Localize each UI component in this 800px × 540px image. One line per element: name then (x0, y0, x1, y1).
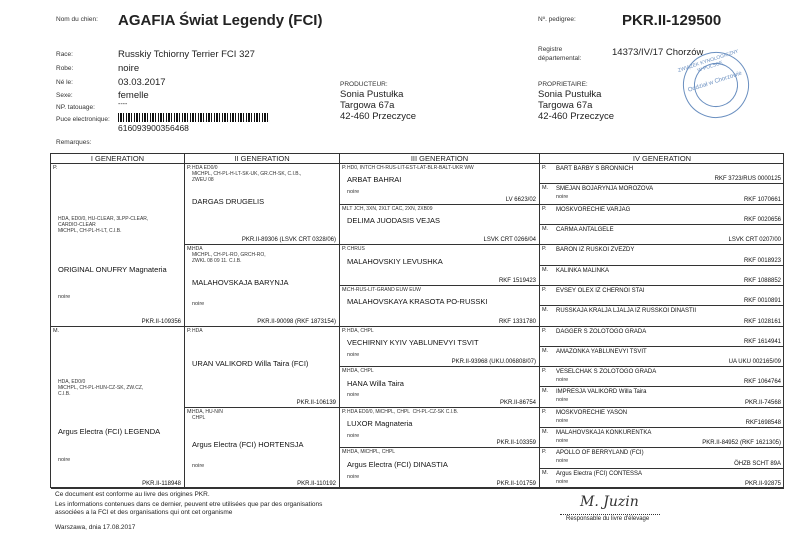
ancestor-registration: RKF 1614941 (743, 338, 781, 345)
ancestor-titles: HDA (192, 327, 203, 334)
ancestor-registration: PKR.II-103359 (496, 440, 536, 447)
footer-line-1: Ce document est conforme au livre des origines PKR. (55, 491, 210, 498)
ancestor-sex: M. (342, 449, 349, 456)
ancestor-color: noire (58, 456, 71, 463)
gen-header-4: IV GENERATION (540, 154, 784, 164)
ancestor-sex: P. (542, 286, 547, 293)
ancestor-sex: M. (542, 388, 549, 395)
ancestor-name: EVSEY OLEX IZ CHERNOI STAI (556, 287, 645, 294)
ancestor-sex: M. (187, 246, 194, 253)
ancestor-color: noire (556, 438, 569, 445)
ancestor-registration: RKF 1064764 (743, 379, 781, 386)
ancestor-sex: P. (342, 246, 347, 253)
ancestor-registration: PKR.II-92875 (744, 481, 781, 487)
gen3-ancestor (340, 408, 540, 449)
ancestor-name: MOSKVORECHIE YASON (556, 409, 628, 416)
ancestor-registration: RKF 1088852 (743, 277, 781, 284)
gen3-ancestor (340, 327, 540, 368)
ancestor-titles: HDA, CHPL (347, 368, 374, 375)
ancestor-sex: P. (542, 449, 547, 456)
ancestor-titles: HDA MłCHPL, CH-PL-RO, GRCH-RO, ZWKL 08 09 11. C.I.B. (192, 246, 266, 265)
gen4-ancestor (540, 327, 784, 347)
ancestor-name: BART BARBY S BRONNICH (556, 166, 634, 172)
ancestor-name: MALAHOVSKAJA BARYNJA (192, 277, 289, 287)
ancestor-sex: M. (542, 225, 549, 232)
stamp-text: ZWIĄZEK KYNOLOGICZNY W POLSCE (677, 48, 740, 74)
producer-label: PRODUCTEUR: (340, 81, 388, 88)
gen3-ancestor (340, 367, 540, 408)
ancestor-name: VECHIRNIY KYIV YABLUNEVYI TSVIT (347, 337, 479, 347)
ancestor-titles: HDA, ED0/0, HU-CLEAR, 3LPP-CLEAR, CARDIO-CLEAR MłCHPL, CH-PL-H-LT, C.I.B. (58, 216, 149, 234)
ancestor-name: Argus Electra (FCI) HORTENSJA (192, 440, 304, 450)
ancestor-sex: P. (53, 165, 58, 171)
ancestor-color: noire (58, 294, 71, 300)
register-label-2: départemental: (538, 55, 582, 62)
ancestor-titles: HDA ED0/0 MłCHPL, CH-PL-H-LT-SK-UK, GR.CH-SK, C.I.B., ZWEU 08 (192, 165, 302, 183)
ancestor-name: VESELCHAK S ZOLOTOGO GRADA (556, 369, 657, 376)
ancestor-color: noire (347, 432, 360, 439)
ancestor-titles: HDA, HU-N/N CHPL (192, 408, 223, 421)
ancestor-sex: M. (342, 368, 349, 375)
ancestor-sex: M. (187, 408, 194, 415)
gen4-ancestor (540, 387, 784, 407)
ancestor-name: URAN VALIKORD Willa Taira (FCI) (192, 359, 309, 368)
remarks-label: Remarques: (56, 139, 92, 146)
pedigree-table (50, 153, 784, 488)
ancestor-registration: RKF 1070661 (743, 196, 781, 203)
gen2-ancestor (185, 245, 340, 326)
ancestor-registration: PKR.II-93968 (UKU.006808/07) (451, 359, 536, 366)
owner-street: Targowa 67a (538, 100, 593, 111)
ancestor-registration: RKF1698548 (745, 420, 781, 427)
gen4-ancestor (540, 367, 784, 387)
ancestor-titles: HDA, ED0/0 MłCHPL, CH-PL-HUN-CZ-SK, ZW.CZ, C.I.B. (58, 378, 144, 397)
ancestor-color: noire (347, 473, 360, 480)
ancestor-name: KALINKA MALINKA (556, 267, 610, 274)
tattoo-value: ---- (118, 101, 128, 108)
sex-value: femelle (118, 90, 149, 101)
ancestor-sex: P. (542, 246, 547, 253)
ancestor-name: CARMA ANTALGELE (556, 226, 614, 233)
ancestor-registration: PKR.II-106139 (296, 399, 336, 406)
ancestor-sex: P. (542, 205, 547, 212)
ancestor-name: DELIMA JUODASIS VEJAS (347, 216, 440, 225)
chip-value: 616093900356468 (118, 123, 189, 133)
chip-barcode (118, 113, 268, 122)
born-label: Né le: (56, 79, 73, 86)
gen4-ancestor (540, 164, 784, 184)
signature-line (560, 514, 660, 515)
producer-street: Targowa 67a (340, 100, 395, 111)
ancestor-name: Argus Electra (FCI) LEGENDA (58, 427, 161, 437)
ancestor-titles: HDA, MłCHPL, CHPL (347, 449, 396, 456)
ancestor-color: noire (192, 463, 205, 469)
ancestor-titles: CH-RUS-LIT-GRAND EUW EUW (347, 286, 421, 293)
ancestor-registration: UA UKU 002165/09 (728, 359, 781, 366)
stamp-center: Oddział w Chorzowie (687, 70, 743, 94)
gen4-ancestor (540, 448, 784, 468)
gen-header-1: I GENERATION (51, 154, 185, 164)
ancestor-titles: HD0, INTCH CH-RUS-LIT-EST-LAT-BLR-BALT-UKR WW (347, 165, 474, 171)
tattoo-label: NP. tatouage: (56, 104, 95, 111)
owner-name: Sonia Pustułka (538, 89, 602, 100)
ancestor-name: RUSSKAJA KRALJA LJALJA IZ RUSSKOI DINASTII (556, 308, 697, 315)
ancestor-registration: PKR.II-109356 (141, 318, 181, 325)
gen3-ancestor (340, 205, 540, 246)
chip-label: Puce electronique: (56, 116, 110, 123)
ancestor-sex: M. (542, 307, 549, 314)
gen4-ancestor (540, 205, 784, 225)
ancestor-name: SMEJAN BOJARYNJA MOROZOVA (556, 186, 654, 193)
gen4-ancestor (540, 286, 784, 306)
ancestor-name: ARBAT BAHRAI (347, 175, 402, 185)
gen4-ancestor (540, 408, 784, 428)
robe-value: noire (118, 63, 140, 74)
ancestor-color: noire (556, 458, 569, 465)
ancestor-sex: M. (542, 469, 549, 476)
ancestor-registration: PKR.II-84952 (RKF 1621305) (702, 440, 781, 447)
sex-label: Sexe: (56, 92, 73, 99)
place-date: Warszawa, dnia 17.08.2017 (55, 524, 136, 531)
ancestor-name: HANA Willa Taira (347, 378, 404, 388)
ancestor-color: noire (556, 377, 569, 384)
producer-city: 42-460 Przeczyce (340, 111, 417, 122)
race-label: Race: (56, 51, 73, 58)
gen4-ancestor (540, 184, 784, 204)
gen2-ancestor (185, 164, 340, 245)
ancestor-sex: P. (342, 408, 347, 415)
gen2-ancestor (185, 327, 340, 408)
gen4-ancestor (540, 469, 784, 489)
ancestor-registration: RKF 1028161 (743, 318, 781, 325)
ancestor-name: AMAZONKA YABLUNEVYI TSVIT (556, 348, 647, 355)
footer-line-3: associées a la FCI et des organisations qui ont cet organisme (55, 509, 233, 516)
gen3-ancestor (340, 448, 540, 489)
ancestor-color: noire (192, 300, 205, 307)
signature: M. Juzin (580, 494, 639, 510)
ancestor-sex: P. (187, 165, 192, 171)
ancestor-sex: P. (187, 327, 192, 334)
ancestor-registration: RKF 3723/RUS 0000125 (714, 176, 781, 183)
gen3-ancestor (340, 245, 540, 286)
ancestor-name: Argus Electra (FCI) DINASTIA (347, 459, 448, 469)
ancestor-sex: P. (542, 165, 547, 171)
ancestor-sex: P. (542, 327, 547, 334)
gen-header-3: III GENERATION (340, 154, 540, 164)
gen4-ancestor (540, 225, 784, 245)
ancestor-sex: M. (542, 347, 549, 354)
gen4-ancestor (540, 245, 784, 265)
ancestor-color: noire (556, 397, 569, 404)
ancestor-titles: HDA, CHPL (347, 327, 374, 334)
robe-label: Robe: (56, 65, 74, 72)
register-value: 14373/IV/17 Chorzów (612, 47, 704, 58)
ancestor-registration: RKF 0020656 (743, 216, 781, 223)
ancestor-name: IMPRESJA VALIKORD Willa Taira (556, 389, 647, 396)
ancestor-registration: PKR.II-74568 (744, 399, 781, 406)
ancestor-sex: M. (342, 286, 349, 293)
ancestor-sex: M. (542, 429, 549, 436)
ancestor-name: MALAHOVSKIY LEVUSHKA (347, 256, 443, 266)
ancestor-color: noire (347, 351, 360, 358)
ancestor-registration: PKR.II-110192 (297, 481, 336, 487)
ancestor-name: MALAHOVSKAYA KRASOTA PO-RUSSKI (347, 297, 488, 307)
footer-line-2: Les informations contenues dans ce dernier, peuvent etre utilisées que par des organisations (55, 501, 323, 508)
born-value: 03.03.2017 (118, 77, 166, 88)
owner-label: PROPRIETAIRE: (538, 81, 588, 88)
ancestor-registration: LV 6623/02 (505, 196, 536, 203)
ancestor-sex: P. (342, 327, 347, 334)
gen4-ancestor (540, 347, 784, 367)
dog-name-label: Nom du chien: (56, 16, 98, 23)
gen4-ancestor (540, 266, 784, 286)
dog-name: AGAFIA Świat Legendy (FCI) (118, 12, 323, 29)
gen3-ancestor (340, 286, 540, 327)
ancestor-name: DAGGER S ZOLOTOGO GRADA (556, 328, 647, 335)
ancestor-color: noire (556, 417, 569, 424)
gen4-ancestor (540, 428, 784, 448)
gen1-ancestor (51, 164, 185, 327)
ancestor-registration: PKR.II-86754 (499, 399, 536, 406)
signature-label: Responsable du livre d'élevage (566, 516, 650, 522)
ancestor-registration: LSVK CRT 0266/04 (483, 237, 536, 244)
ancestor-name: BARON IZ RUSKOI ZVEZDY (556, 247, 635, 254)
pedigree-no-label: Nº. pedigree: (538, 16, 576, 23)
gen4-ancestor (540, 306, 784, 326)
ancestor-name: MOSKVORECHIE VARJAG (556, 206, 631, 213)
ancestor-registration: RKF 1519423 (498, 277, 536, 284)
producer-name: Sonia Pustułka (340, 89, 404, 100)
ancestor-registration: PKR.II-90098 (RKF 1873154) (257, 318, 336, 325)
ancestor-sex: M. (53, 327, 60, 334)
ancestor-sex: M. (342, 205, 349, 212)
ancestor-registration: PKR.II-89306 (LSVK CRT 0328/06) (241, 237, 336, 244)
ancestor-registration: LSVK CRT 0207/00 (728, 237, 781, 244)
ancestor-color: noire (556, 478, 569, 485)
ancestor-sex: P. (342, 165, 347, 171)
ancestor-registration: RKF 1331780 (498, 318, 536, 325)
ancestor-color: noire (556, 194, 569, 201)
gen1-ancestor (51, 327, 185, 490)
ancestor-color: noire (347, 189, 360, 196)
gen2-ancestor (185, 408, 340, 489)
ancestor-name: MALAHOVSKAJA KONKURENTKA (556, 430, 652, 437)
ancestor-name: Argus Electra (FCI) CONTESSA (556, 470, 643, 477)
ancestor-name: DARGAS DRUGELIS (192, 196, 265, 206)
gen-header-2: II GENERATION (185, 154, 340, 164)
ancestor-titles: CHRUS (347, 246, 365, 253)
ancestor-registration: ÖHZB SCHT 89A (734, 460, 781, 467)
gen3-ancestor (340, 164, 540, 205)
ancestor-sex: M. (542, 185, 549, 192)
race-value: Russkiy Tchiorny Terrier FCI 327 (118, 49, 255, 60)
ancestor-sex: M. (542, 266, 549, 273)
owner-city: 42-460 Przeczyce (538, 111, 615, 122)
pedigree-no: PKR.II-129500 (622, 12, 722, 29)
ancestor-registration: PKR.II-101759 (496, 481, 536, 487)
ancestor-color: noire (347, 392, 360, 399)
ancestor-sex: P. (542, 368, 547, 375)
ancestor-name: APOLLO OF BERRYLAND (FCI) (556, 450, 644, 457)
ancestor-titles: HDA ED0/0, MłCHPL, CHPL CH-PL-CZ-SK C.I.B. (347, 408, 459, 415)
register-label-1: Registre (538, 46, 563, 53)
ancestor-titles: LT JCH, 3XN, 2XLT CAC, 2XN, 2XB09 (347, 205, 433, 212)
ancestor-sex: P. (542, 408, 547, 415)
ancestor-registration: PKR.II-118948 (142, 481, 181, 487)
ancestor-registration: RKF 0010891 (743, 298, 781, 305)
ancestor-name: LUXOR Magnateria (347, 419, 413, 429)
ancestor-name: ORIGINAL ONUFRY Magnateria (58, 264, 167, 274)
ancestor-registration: RKF 0018923 (743, 257, 781, 264)
